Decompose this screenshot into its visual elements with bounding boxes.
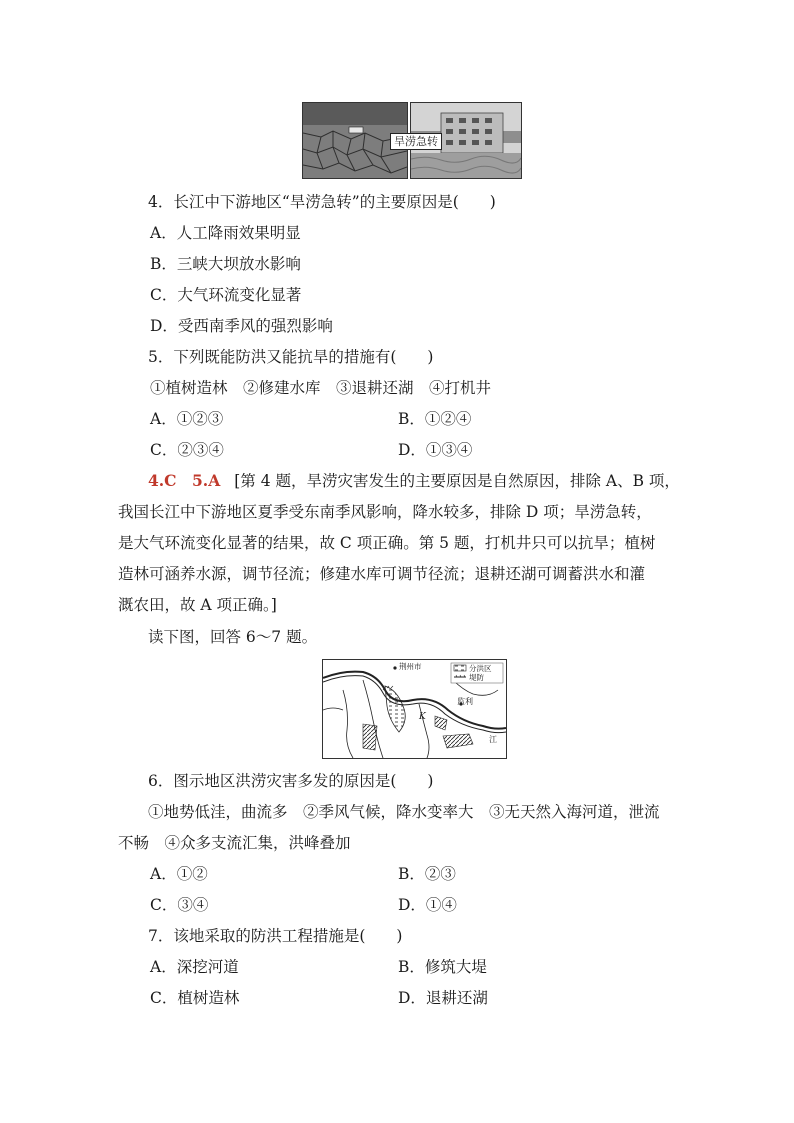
q6-option-d: D．①④ [398, 896, 457, 914]
map-city-label: 荆州市 [399, 662, 422, 671]
map-marker-k: K [419, 712, 426, 722]
q7-option-d: D．退耕还湖 [398, 989, 488, 1007]
q6-option-c: C．③④ [150, 896, 209, 914]
q4-option-d: D．受西南季风的强烈影响 [150, 317, 333, 335]
q4-option-a: A．人工降雨效果明显 [150, 224, 301, 242]
q5-option-d: D．①③④ [398, 441, 473, 459]
q7-option-c: C．植树造林 [150, 989, 240, 1007]
explanation-line-2: 我国长江中下游地区夏季受东南季风影响，降水较多，排除 D 项；旱涝急转， [118, 503, 652, 521]
q5-items: ①植树造林 ②修建水库 ③退耕还湖 ④打机井 [150, 379, 492, 397]
legend-levee: 堤防 [469, 673, 484, 682]
q6-items-line-2: 不畅 ④众多支流汇集，洪峰叠加 [118, 834, 351, 852]
q5-option-c: C．②③④ [150, 441, 224, 459]
q5-stem: 5．下列既能防洪又能抗旱的措施有( ) [148, 348, 434, 366]
q6-items-line-1: ①地势低洼，曲流多 ②季风气候，降水变率大 ③无天然入海河道，泄流 [148, 803, 660, 821]
explanation-line-4: 造林可涵养水源，调节径流；修建水库可调节径流；退耕还湖可调蓄洪水和灌 [118, 565, 646, 583]
map-place-label: 监利 [457, 697, 473, 706]
explanation-line-1: [第 4 题，旱涝灾害发生的主要原因是自然原因，排除 A、B 项， [234, 472, 680, 490]
explanation-line-5: 溉农田，故 A 项正确。] [118, 596, 277, 614]
instruction: 读下图，回答 6～7 题。 [148, 628, 318, 646]
q4-stem: 4．长江中下游地区“旱涝急转”的主要原因是( ) [148, 193, 496, 211]
drought-flood-photos [302, 102, 522, 177]
q7-option-a: A．深挖河道 [150, 958, 239, 976]
q5-option-b: B．①②④ [398, 410, 472, 428]
q6-option-a: A．①② [150, 865, 208, 883]
figure-caption: 旱涝急转 [390, 133, 442, 150]
q7-option-b: B．修筑大堤 [398, 958, 487, 976]
q7-stem: 7．该地采取的防洪工程措施是( ) [148, 927, 403, 945]
legend-flood-diversion: 分洪区 [469, 664, 492, 673]
q6-option-b: B．②③ [398, 865, 456, 883]
answer-line-1 [148, 471, 680, 491]
answer-key: 4.C 5.A [148, 471, 221, 490]
q6-stem: 6．图示地区洪涝灾害多发的原因是( ) [148, 772, 434, 790]
q4-option-b: B．三峡大坝放水影响 [150, 255, 301, 273]
q4-option-c: C．大气环流变化显著 [150, 286, 302, 304]
flood-region-map [322, 659, 507, 759]
explanation-line-3: 是大气环流变化显著的结果，故 C 项正确。第 5 题，打机井只可以抗旱；植树 [118, 534, 656, 552]
map-river-label: 江 [489, 735, 497, 744]
q5-option-a: A．①②③ [150, 410, 224, 428]
